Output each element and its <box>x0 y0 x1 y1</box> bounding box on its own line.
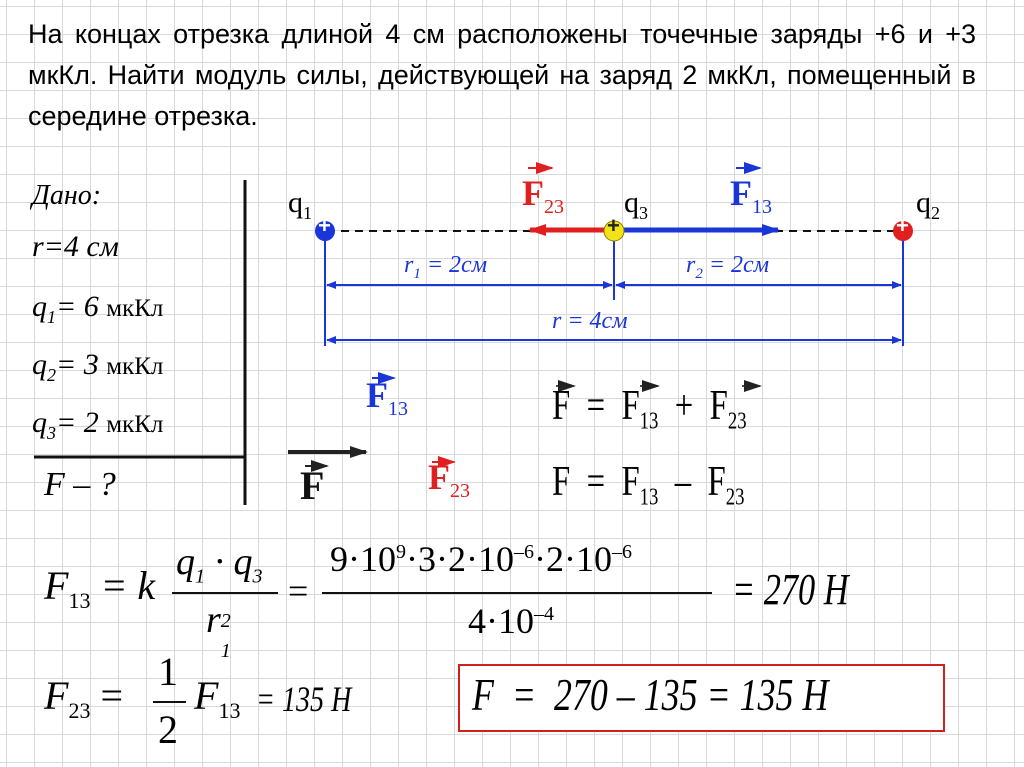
diagram-f13-label <box>730 172 772 219</box>
f13-equals-k: = k <box>100 563 156 608</box>
half-denominator: 2 <box>158 707 178 752</box>
diagram-q3-symbol: q <box>624 186 639 219</box>
diagram-q3-subscript: 3 <box>639 203 648 223</box>
diagram-q2-subscript: 2 <box>931 203 940 223</box>
r1-value: = 2см <box>420 252 488 278</box>
f13-num-q3: q <box>233 541 253 583</box>
f13-num-q3-sub: 3 <box>252 565 263 588</box>
eq2-f13-sub: 13 <box>639 484 659 511</box>
vector-sum-equation <box>552 382 972 435</box>
f13-den-r: r <box>206 599 221 641</box>
mid-f13-subscript: 13 <box>388 398 408 421</box>
calc-denominator <box>468 600 554 642</box>
f13-num-q1: q <box>176 541 195 583</box>
calc-result <box>732 564 881 615</box>
q1-plus-sign: + <box>318 213 331 238</box>
eq1-plus: + <box>674 383 694 429</box>
q2-plus-sign: + <box>896 213 909 238</box>
diagram-f13-symbol: F <box>730 173 752 213</box>
calc-num-exp1: 9 <box>396 541 406 563</box>
eq1-f13: F <box>621 383 640 429</box>
mid-f-label: F <box>300 463 325 508</box>
q1-symbol: q <box>32 290 47 323</box>
f13-den-subscript: 1 <box>220 640 231 662</box>
f13-lhs-symbol: F <box>44 563 69 608</box>
calc-result-text: = 270 Н <box>732 565 849 614</box>
eq1-f13-sub: 13 <box>639 408 659 435</box>
q3-symbol: q <box>32 406 47 439</box>
q3-unit: мкКл <box>106 411 164 438</box>
mid-f23-symbol: F <box>428 457 450 497</box>
mid-f13-label <box>366 374 408 421</box>
eq2-f13: F <box>621 459 640 505</box>
q1-value: = 6 <box>56 290 99 323</box>
f23-lhs-subscript: 23 <box>68 698 91 723</box>
f13-num-dot: · <box>214 541 224 583</box>
eq1-f23-sub: 23 <box>727 408 747 435</box>
q2-symbol: q <box>32 348 47 381</box>
f23-result-text: = 135 Н <box>256 679 352 719</box>
q2-unit: мкКл <box>106 353 164 380</box>
eq1-equals: = <box>586 383 606 429</box>
calc-num-part3: ·2·10 <box>533 539 612 579</box>
answer-text: F = 270 – 135 = 135 Н <box>472 669 829 720</box>
calc-num-exp2: –6 <box>513 541 534 563</box>
r-dimension-label: r = 4см <box>552 308 628 334</box>
calc-num-part2: ·3·2·10 <box>406 539 514 579</box>
r2-value: = 2см <box>702 252 770 278</box>
q2-value: = 3 <box>56 348 99 381</box>
f13-formula-lhs <box>44 562 155 614</box>
diagram-q1-symbol: q <box>288 186 303 219</box>
f13-formula-denominator <box>206 598 237 662</box>
calc-numerator <box>330 538 632 580</box>
f23-formula-rhs <box>194 672 240 724</box>
f13-equals-sign: = <box>288 571 309 611</box>
diagram-f23-symbol: F <box>522 173 544 213</box>
mid-f23-subscript: 23 <box>450 480 470 503</box>
answer-equation <box>472 668 912 721</box>
r2-symbol: r <box>686 252 696 278</box>
q3-subscript: 3 <box>47 423 56 443</box>
calc-den-exp: –4 <box>534 603 554 625</box>
half-numerator: 1 <box>158 649 178 694</box>
eq2-f23: F <box>707 459 726 505</box>
problem-statement: На концах отрезка длиной 4 см расположены точечные заряды +6 и +3 мкКл. Найти модуль силы, действующей на заряд 2 мкКл, помещенный в середине отрезка. <box>28 19 976 131</box>
diagram-f13-subscript: 13 <box>752 196 772 219</box>
q1-subscript: 1 <box>47 307 56 327</box>
f13-den-exponent: 2 <box>220 610 231 632</box>
f23-rhs-symbol: F <box>194 673 219 718</box>
diagram-f23-subscript: 23 <box>544 196 564 219</box>
f23-lhs-symbol: F <box>44 673 69 718</box>
diagram-q1-label <box>288 186 312 224</box>
mid-f13-symbol: F <box>366 375 388 415</box>
calc-num-exp3: –6 <box>611 541 632 563</box>
r1-symbol: r <box>404 252 414 278</box>
mid-f23-label <box>428 456 470 503</box>
diagram-f23-label <box>522 172 564 219</box>
diagram-q2-symbol: q <box>916 186 931 219</box>
diagram-q3-label <box>624 186 648 224</box>
calc-num-part1: 9·10 <box>330 539 396 579</box>
eq1-f23: F <box>709 383 728 429</box>
eq1-f: F <box>552 383 571 429</box>
q3-plus-sign: + <box>607 213 620 238</box>
eq2-f: F <box>552 459 571 505</box>
given-heading: Дано: <box>32 180 102 211</box>
eq2-equals: = <box>586 459 606 505</box>
f23-formula-lhs: $F_{23}$ = <box>44 673 123 723</box>
diagram-q2-label <box>916 186 940 224</box>
given-r-text: r=4 см <box>32 230 119 263</box>
f13-num-q1-sub: 1 <box>195 565 205 588</box>
q3-value: = 2 <box>56 406 99 439</box>
given-find: F – ? <box>44 466 116 503</box>
f13-lhs-subscript: 13 <box>68 588 91 613</box>
eq2-minus: – <box>674 459 692 505</box>
r1-subscript: 1 <box>413 265 421 282</box>
f23-result <box>256 678 378 720</box>
diagram-q1-subscript: 1 <box>303 203 312 223</box>
q1-unit: мкКл <box>106 295 164 322</box>
r1-dimension-label <box>404 252 487 283</box>
scalar-diff-equation <box>552 458 972 511</box>
q2-subscript: 2 <box>47 365 56 385</box>
r2-subscript: 2 <box>695 265 703 282</box>
f13-formula-numerator <box>176 540 263 589</box>
calc-den-base: 4·10 <box>468 601 534 641</box>
eq2-f23-sub: 23 <box>725 484 745 511</box>
f23-rhs-subscript: 13 <box>218 698 241 723</box>
r2-dimension-label <box>686 252 769 283</box>
